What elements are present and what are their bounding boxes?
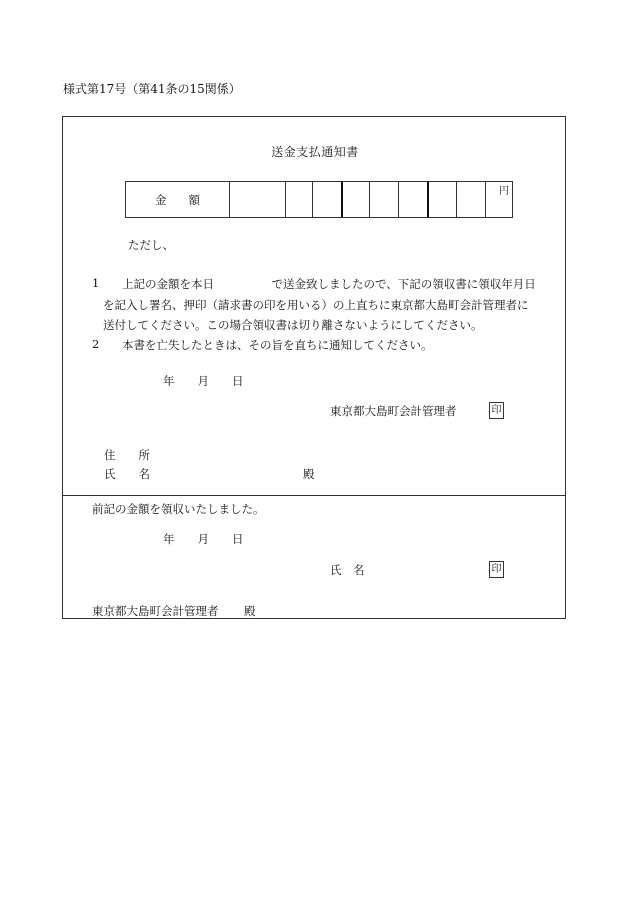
amount-digit-cell (312, 182, 341, 217)
proviso-text: ただし、 (128, 238, 174, 252)
date-line: 年 月 日 (163, 374, 244, 388)
amount-digit-cell (485, 182, 513, 217)
item-line: 送付してください。この場合領収書は切り離さないようにしてください。 (103, 318, 483, 332)
amount-digit-cell (369, 182, 398, 217)
amount-digit-cell (398, 182, 427, 217)
item-line: 上記の金額を本日 で送金致しましたので、下記の領収書に領収年月日 (122, 277, 536, 291)
item-line: 本書を亡失したときは、その旨を直ちに通知してください。 (122, 338, 433, 352)
receipt-date-line: 年 月 日 (163, 532, 244, 546)
seal-mark: 印 (489, 402, 504, 419)
honorific: 殿 (303, 467, 315, 481)
amount-digit-cell (427, 182, 456, 217)
amount-label: 金額 (155, 192, 222, 207)
amount-digit-cell (456, 182, 485, 217)
item-number: 2 (92, 337, 100, 351)
name-label: 氏 名 (104, 467, 150, 481)
address-label: 住 所 (104, 448, 150, 462)
receipt-addressee: 東京都大島町会計管理者 (92, 604, 219, 618)
item-line: を記入し署名、押印（請求書の印を用いる）の上直ちに東京都大島町会計管理者に (103, 298, 529, 312)
form-number-label: 様式第17号（第41条の15関係） (63, 82, 241, 96)
document-title: 送金支払通知書 (271, 145, 359, 159)
notice-form-box (62, 116, 566, 619)
amount-digit-cell (229, 182, 285, 217)
issuer-name: 東京都大島町会計管理者 (330, 404, 457, 418)
receipt-name-label: 氏 名 (330, 563, 365, 577)
amount-table (125, 181, 513, 218)
amount-digit-cell (285, 182, 312, 217)
receipt-divider (63, 495, 565, 496)
receipt-honorific: 殿 (244, 604, 256, 618)
item-number: 1 (92, 276, 100, 290)
amount-digit-cell (341, 182, 369, 217)
receipt-seal-mark: 印 (489, 561, 504, 578)
receipt-statement: 前記の金額を領収いたしました。 (92, 502, 265, 516)
yen-unit: 円 (499, 186, 509, 197)
